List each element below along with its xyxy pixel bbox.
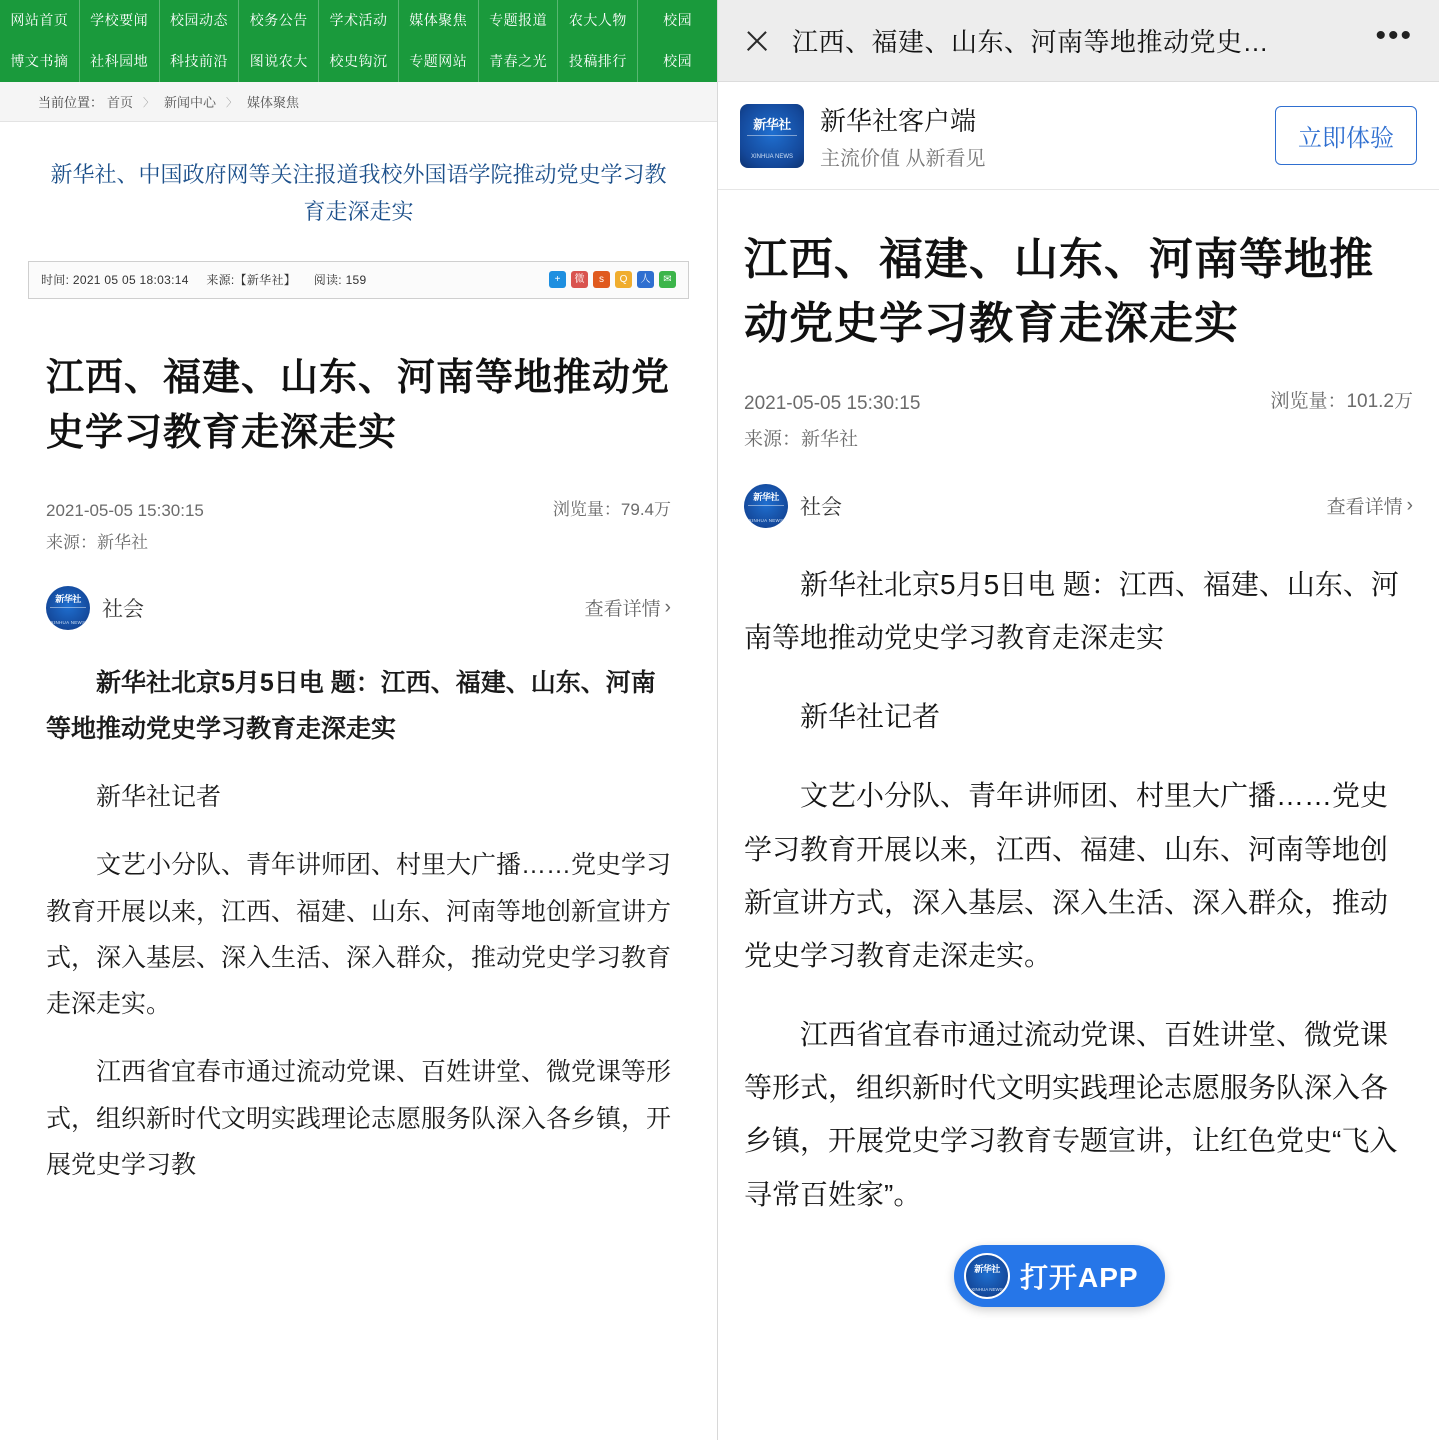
nav-item-12[interactable]: 图说农大 — [239, 41, 319, 82]
nav-item-11[interactable]: 科技前沿 — [160, 41, 240, 82]
more-dots-icon[interactable]: ••• — [1375, 18, 1413, 52]
meta-time: 时间: 2021 05 05 18:03:14 — [41, 273, 189, 288]
close-icon[interactable] — [744, 28, 770, 54]
share-plus-icon[interactable]: + — [549, 271, 566, 288]
nav-item-6[interactable]: 专题报道 — [479, 0, 559, 41]
open-app-logo-icon — [964, 1253, 1010, 1299]
article-meta-bar — [28, 261, 689, 299]
article-body — [46, 660, 671, 1189]
breadcrumb — [0, 82, 717, 122]
article-source: 来源：新华社 — [46, 533, 148, 553]
nav-item-9[interactable]: 博文书摘 — [0, 41, 80, 82]
page-title: 新华社、中国政府网等关注报道我校外国语学院推动党史学习教育走深走实 — [50, 162, 667, 225]
nav-item-5[interactable]: 媒体聚焦 — [399, 0, 479, 41]
channel-group — [46, 586, 144, 630]
article-paragraph-1: 新华社记者 — [96, 783, 222, 812]
article-info-left — [46, 495, 204, 560]
app-article-info-left — [744, 386, 920, 458]
view-detail-label: 查看详情 — [584, 599, 661, 621]
nav-item-16[interactable]: 投稿排行 — [558, 41, 638, 82]
article-headline: 江西、福建、山东、河南等地推动党史学习教育走深走实 — [46, 356, 671, 454]
weibo-icon[interactable]: 微 — [571, 271, 588, 288]
xinhua-app-pane — [718, 0, 1439, 1440]
chevron-right-icon: › — [664, 596, 671, 618]
qzone-icon[interactable]: Q — [615, 271, 632, 288]
university-site-pane — [0, 0, 718, 1440]
nav-item-4[interactable]: 学术活动 — [319, 0, 399, 41]
app-article-paragraph-2: 文艺小分队、青年讲师团、村里大广播……党史学习教育开展以来，江西、福建、山东、河南等地创新宣讲方式，深入基层、深入生活、深入群众，推动党史学习教育走深走实。 — [744, 780, 1389, 971]
app-view-detail-link[interactable] — [1327, 492, 1413, 519]
app-logo-top-text: 新华社 — [753, 116, 791, 132]
nav-item-7[interactable]: 农大人物 — [558, 0, 638, 41]
app-channel-name: 社会 — [800, 495, 842, 519]
breadcrumb-item-news[interactable]: 新闻中心 — [164, 95, 217, 110]
xinhua-channel-logo-icon — [744, 484, 788, 528]
breadcrumb-label: 当前位置： — [38, 95, 104, 110]
nav-item-2[interactable]: 校园动态 — [160, 0, 240, 41]
app-article-source: 来源：新华社 — [744, 428, 859, 450]
sina-icon[interactable]: s — [593, 271, 610, 288]
xinhua-logo-icon — [46, 586, 90, 630]
article-paragraph-2: 文艺小分队、青年讲师团、村里大广播……党史学习教育开展以来，江西、福建、山东、河南等地创新宣讲方式，深入基层、深入生活、深入群众，推动党史学习教育走深走实。 — [46, 851, 672, 1019]
nav-item-17[interactable]: 校园 — [663, 53, 693, 69]
app-promo-text — [820, 101, 1259, 171]
app-article-paragraph-0: 新华社北京5月5日电 题：江西、福建、山东、河南等地推动党史学习教育走深走实 — [744, 568, 1399, 653]
breadcrumb-item-media[interactable]: 媒体聚焦 — [247, 95, 300, 110]
nav-row-primary — [0, 0, 717, 41]
left-article — [0, 351, 717, 1188]
nav-item-10[interactable]: 社科园地 — [80, 41, 160, 82]
app-name: 新华社客户端 — [820, 105, 977, 136]
wechat-icon[interactable]: ✉ — [659, 271, 676, 288]
app-article-info-row — [718, 356, 1439, 458]
app-article-date: 2021-05-05 15:30:15 — [744, 392, 921, 414]
article-paragraph-0: 新华社北京5月5日电 题：江西、福建、山东、河南等地推动党史学习教育走深走实 — [46, 668, 656, 743]
article-date: 2021-05-05 15:30:15 — [46, 500, 204, 520]
app-channel-group — [744, 484, 842, 528]
app-article-paragraph-3: 江西省宜春市通过流动党课、百姓讲堂、微党课等形式，组织新时代文明实践理论志愿服务队深入各乡镇，开展党史学习教育专题宣讲，让红色党史“飞入寻常百姓家”。 — [744, 1019, 1398, 1210]
app-slogan: 主流价值 从新看见 — [820, 147, 986, 170]
nav-item-8[interactable]: 校园 — [663, 12, 693, 28]
webview-toolbar — [718, 0, 1439, 82]
nav-item-3[interactable]: 校务公告 — [239, 0, 319, 41]
app-article-views: 浏览量：101.2万 — [1270, 390, 1413, 412]
app-article-headline: 江西、福建、山东、河南等地推动党史学习教育走深走实 — [744, 235, 1374, 348]
open-app-button[interactable] — [954, 1245, 1165, 1307]
app-article-paragraph-1: 新华社记者 — [800, 701, 941, 733]
renren-icon[interactable]: 人 — [637, 271, 654, 288]
xinhua-logo-top-text: 新华社 — [55, 593, 81, 604]
app-logo-bottom-text: XINHUA NEWS — [750, 153, 793, 160]
nav-item-15[interactable]: 青春之光 — [479, 41, 559, 82]
breadcrumb-separator-icon-2: 〉 — [226, 96, 238, 109]
xinhua-logo-bottom-text: XINHUA NEWS — [50, 619, 86, 625]
xinhua-channel-logo-top-text: 新华社 — [753, 491, 779, 502]
breadcrumb-item-home[interactable]: 首页 — [107, 95, 134, 110]
nav-item-13[interactable]: 校史钩沉 — [319, 41, 399, 82]
app-article-body — [718, 528, 1439, 1221]
open-app-logo-bottom-text: XINHUA NEWS — [971, 1287, 1003, 1292]
app-article-channel-row — [718, 458, 1439, 528]
article-channel-row — [46, 586, 671, 630]
meta-reads: 阅读: 159 — [313, 273, 367, 288]
site-navbar — [0, 0, 717, 82]
article-views: 浏览量：79.4万 — [552, 499, 671, 519]
nav-row-secondary — [0, 41, 717, 82]
open-app-logo-top-text: 新华社 — [974, 1264, 1000, 1274]
try-now-button[interactable]: 立即体验 — [1275, 106, 1417, 165]
app-chevron-right-icon: › — [1406, 494, 1413, 516]
channel-name: 社会 — [102, 597, 144, 621]
app-promo-banner — [718, 82, 1439, 190]
view-detail-link[interactable] — [585, 594, 671, 621]
meta-text-group — [41, 271, 381, 288]
xinhua-channel-logo-bottom-text: XINHUA NEWS — [748, 517, 784, 523]
app-logo-icon — [740, 104, 804, 168]
article-paragraph-3: 江西省宜春市通过流动党课、百姓讲堂、微党课等形式，组织新时代文明实践理论志愿服务队深入各乡镇，开展党史学习教 — [46, 1058, 672, 1179]
webview-title: 江西、福建、山东、河南等地推动党史… — [792, 27, 1270, 57]
app-view-detail-label: 查看详情 — [1326, 497, 1403, 519]
nav-item-1[interactable]: 学校要闻 — [80, 0, 160, 41]
share-icon-group — [549, 271, 676, 288]
article-info-row — [46, 495, 671, 560]
nav-item-14[interactable]: 专题网站 — [399, 41, 479, 82]
meta-source: 来源:【新华社】 — [206, 273, 297, 288]
nav-item-0[interactable]: 网站首页 — [0, 0, 80, 41]
open-app-label: 打开APP — [1020, 1262, 1139, 1293]
breadcrumb-separator-icon: 〉 — [143, 96, 155, 109]
